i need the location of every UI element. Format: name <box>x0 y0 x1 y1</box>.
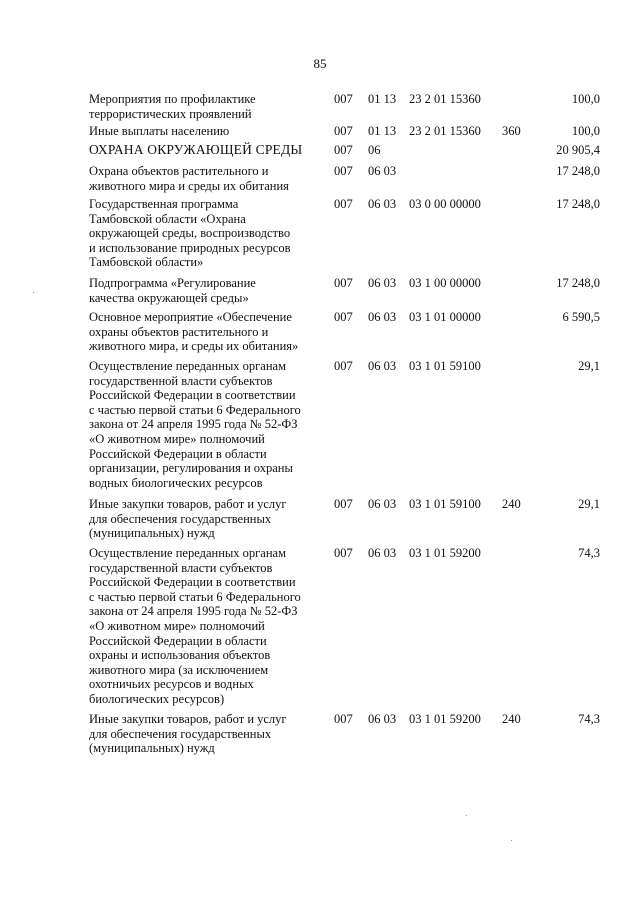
row-sum: 6 590,5 <box>562 310 600 324</box>
section-heading: ОХРАНА ОКРУЖАЮЩЕЙ СРЕДЫ <box>89 142 303 157</box>
row-sum: 74,3 <box>578 546 600 560</box>
row-grbs: 007 <box>334 143 353 157</box>
page-number: 85 <box>313 56 327 71</box>
row-csr: 03 1 01 00000 <box>409 310 481 324</box>
row-rzpr: 06 <box>368 143 381 157</box>
row-sum: 17 248,0 <box>556 197 600 211</box>
row-grbs: 007 <box>334 497 353 511</box>
row-vr: 360 <box>502 124 521 138</box>
row-csr: 23 2 01 15360 <box>409 124 481 138</box>
row-name: Подпрограмма «Регулирование качества окружающей среды» <box>89 276 256 305</box>
row-csr: 03 1 01 59100 <box>409 497 481 511</box>
row-csr: 03 0 00 00000 <box>409 197 481 211</box>
row-sum: 17 248,0 <box>556 164 600 178</box>
row-rzpr: 06 03 <box>368 310 397 324</box>
row-grbs: 007 <box>334 712 353 726</box>
row-csr: 03 1 01 59100 <box>409 359 481 373</box>
row-rzpr: 01 13 <box>368 124 397 138</box>
row-grbs: 007 <box>334 310 353 324</box>
scan-speck <box>33 292 34 293</box>
scan-speck <box>511 840 512 841</box>
row-sum: 29,1 <box>578 359 600 373</box>
row-rzpr: 06 03 <box>368 497 397 511</box>
row-name: Основное мероприятие «Обеспечение охраны объектов растительного и животного мира, и среды их обитания» <box>89 310 299 354</box>
row-name: Охрана объектов растительного и животного мира и среды их обитания <box>89 164 289 193</box>
row-grbs: 007 <box>334 92 353 106</box>
row-rzpr: 06 03 <box>368 546 397 560</box>
row-grbs: 007 <box>334 546 353 560</box>
row-sum: 74,3 <box>578 712 600 726</box>
row-rzpr: 01 13 <box>368 92 397 106</box>
row-csr: 03 1 00 00000 <box>409 276 481 290</box>
row-rzpr: 06 03 <box>368 359 397 373</box>
row-sum: 17 248,0 <box>556 276 600 290</box>
row-name: Иные закупки товаров, работ и услуг для обеспечения государственных (муниципальных) нужд <box>89 712 287 756</box>
row-vr: 240 <box>502 712 521 726</box>
row-name: Мероприятия по профилактике террористических проявлений <box>89 92 256 121</box>
row-csr: 03 1 01 59200 <box>409 546 481 560</box>
row-name: Иные выплаты населению <box>89 124 230 138</box>
row-sum: 20 905,4 <box>556 143 600 157</box>
row-rzpr: 06 03 <box>368 276 397 290</box>
row-grbs: 007 <box>334 359 353 373</box>
row-rzpr: 06 03 <box>368 712 397 726</box>
row-rzpr: 06 03 <box>368 164 397 178</box>
row-rzpr: 06 03 <box>368 197 397 211</box>
row-name: Иные закупки товаров, работ и услуг для обеспечения государственных (муниципальных) нужд <box>89 497 287 541</box>
row-name: Государственная программа Тамбовской области «Охрана окружающей среды, воспроизводство и использование природных ресурсов Тамбовской области» <box>89 197 291 270</box>
row-sum: 29,1 <box>578 497 600 511</box>
row-csr: 23 2 01 15360 <box>409 92 481 106</box>
row-csr: 03 1 01 59200 <box>409 712 481 726</box>
row-vr: 240 <box>502 497 521 511</box>
scan-speck <box>466 815 467 816</box>
row-grbs: 007 <box>334 197 353 211</box>
row-sum: 100,0 <box>571 124 600 138</box>
row-name: Осуществление переданных органам государственной власти субъектов Российской Федерации в соответствии с частью первой статьи 6 Федерального закона от 24 апреля 1995 года № 52-ФЗ «О животном мире» полномочий Российской Федерации в области охраны и использования объектов животного мира (за исключением охотничьих ресурсов и водных биологических ресурсов) <box>89 546 301 706</box>
row-grbs: 007 <box>334 124 353 138</box>
row-name: Осуществление переданных органам государственной власти субъектов Российской Федерации в соответствии с частью первой статьи 6 Федерального закона от 24 апреля 1995 года № 52-ФЗ «О животном мире» полномочий Российской Федерации в области организации, регулирования и охраны водных биологических ресурсов <box>89 359 301 490</box>
row-grbs: 007 <box>334 164 353 178</box>
row-grbs: 007 <box>334 276 353 290</box>
row-sum: 100,0 <box>571 92 600 106</box>
